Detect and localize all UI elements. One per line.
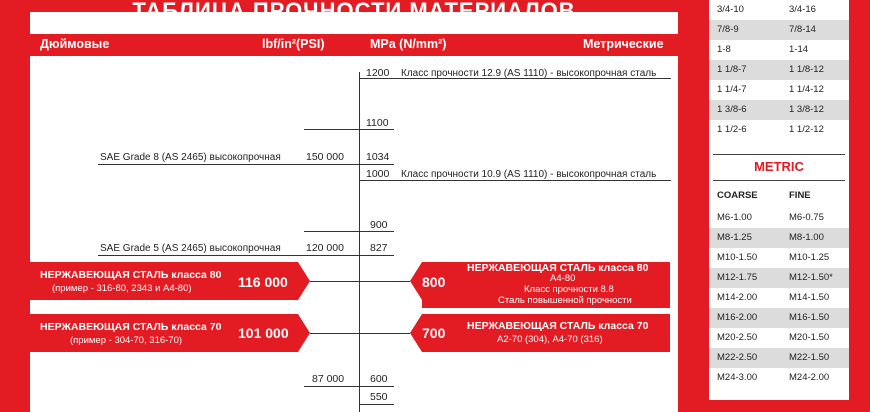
- metric-thread-row: [709, 288, 849, 308]
- coarse-thread: 1 3/8-6: [717, 104, 747, 115]
- mpa-value: 1100: [366, 117, 389, 129]
- fine-thread: 1 1/4-12: [789, 84, 824, 95]
- scale-line-600: [304, 386, 394, 387]
- fine-thread: M12-1.50*: [789, 272, 833, 283]
- coarse-thread: M20-2.50: [717, 332, 758, 343]
- metric-thread-row: [709, 368, 849, 388]
- band-psi-value: 101 000: [238, 325, 289, 341]
- band-stainless-80-right: [422, 262, 670, 308]
- band-stainless-80-left: [30, 262, 298, 300]
- psi-value: 87 000: [312, 373, 345, 385]
- scale-line-1034: [98, 164, 394, 165]
- grade-label-10-9: Класс прочности 10.9 (AS 1110) - высокопрочная сталь: [401, 169, 657, 180]
- mpa-value: 1000: [366, 168, 390, 180]
- scale-line-700: [310, 333, 410, 334]
- band-mpa-value: 700: [422, 325, 446, 341]
- mpa-value: 900: [370, 219, 388, 231]
- metric-thread-row: [709, 328, 849, 348]
- fine-header: FINE: [789, 190, 811, 201]
- band-mpa-value: 800: [422, 274, 446, 290]
- fine-thread: M8-1.00: [789, 232, 824, 243]
- band-stainless-70-right: [422, 314, 670, 352]
- fine-thread: M14-1.50: [789, 292, 830, 303]
- band-title: НЕРЖАВЕЮЩАЯ СТАЛЬ класса 70: [40, 321, 222, 333]
- scale-line-1100: [304, 129, 394, 130]
- fine-thread: M16-1.50: [789, 312, 830, 323]
- imperial-thread-row: [709, 60, 849, 80]
- fine-thread: 1-14: [789, 44, 809, 55]
- fine-thread: M24-2.00: [789, 372, 830, 383]
- scale-line-550: [359, 404, 394, 405]
- grade-label-12-9: Класс прочности 12.9 (AS 1110) - высокопрочная сталь: [401, 68, 657, 79]
- coarse-thread: 1 1/2-6: [717, 124, 747, 135]
- coarse-thread: M24-3.00: [717, 372, 758, 383]
- fine-thread: M20-1.50: [789, 332, 830, 343]
- arrow-right-icon: [298, 314, 310, 352]
- band-title: НЕРЖАВЕЮЩАЯ СТАЛЬ класса 80: [467, 262, 649, 274]
- column-header-bar: [30, 34, 678, 56]
- grade-label-sae-8: SAE Grade 8 (AS 2465) высокопрочная: [100, 152, 281, 163]
- metric-thread-row: [709, 308, 849, 328]
- band-sub-line: А4-80: [550, 273, 576, 284]
- scale-line-800: [310, 281, 410, 282]
- scale-line-900: [304, 231, 394, 232]
- band-example: (пример - 316-80, 2343 и А4-80): [52, 283, 192, 294]
- fine-thread: 1 3/8-12: [789, 104, 824, 115]
- mpa-value: 1034: [366, 151, 390, 163]
- header-psi: lbf/in²(PSI): [262, 37, 325, 51]
- fine-thread: M10-1.25: [789, 252, 830, 263]
- coarse-thread: M12-1.75: [717, 272, 758, 283]
- fine-thread: M22-1.50: [789, 352, 830, 363]
- metric-thread-row: [709, 268, 849, 288]
- band-sub-line: Класс прочности 8.8: [524, 284, 614, 295]
- coarse-thread: 3/4-10: [717, 4, 744, 15]
- coarse-thread: 7/8-9: [717, 24, 739, 35]
- band-sub-line: Сталь повышенной прочности: [498, 295, 632, 306]
- imperial-thread-row: [709, 120, 849, 140]
- header-metric: Метрические: [583, 37, 664, 51]
- imperial-thread-row: [709, 20, 849, 40]
- fine-thread: 3/4-16: [789, 4, 816, 15]
- metric-thread-row: [709, 348, 849, 368]
- fine-thread: 1 1/2-12: [789, 124, 824, 135]
- imperial-thread-row: [709, 80, 849, 100]
- divider: [713, 180, 845, 181]
- grade-label-sae-5: SAE Grade 5 (AS 2465) высокопрочная: [100, 243, 281, 254]
- fine-thread: 1 1/8-12: [789, 64, 824, 75]
- mpa-value: 1200: [366, 67, 390, 79]
- fine-thread: 7/8-14: [789, 24, 816, 35]
- coarse-thread: M22-2.50: [717, 352, 758, 363]
- metric-title: METRIC: [754, 159, 804, 174]
- arrow-left-icon: [410, 262, 422, 300]
- scale-axis: [359, 72, 360, 412]
- band-stainless-70-left: [30, 314, 298, 352]
- scale-line-1000: [359, 180, 671, 181]
- metric-thread-row: [709, 208, 849, 228]
- metric-thread-row: [709, 228, 849, 248]
- coarse-thread: M8-1.25: [717, 232, 752, 243]
- divider: [713, 154, 845, 155]
- coarse-header: COARSE: [717, 190, 758, 201]
- arrow-left-icon: [410, 314, 422, 352]
- coarse-thread: M6-1.00: [717, 212, 752, 223]
- coarse-thread: M16-2.00: [717, 312, 758, 323]
- mpa-value: 827: [370, 242, 388, 254]
- imperial-thread-row: [709, 100, 849, 120]
- band-title: НЕРЖАВЕЮЩАЯ СТАЛЬ класса 70: [467, 320, 649, 332]
- header-mpa: MPa (N/mm²): [370, 37, 447, 51]
- imperial-thread-row: [709, 40, 849, 60]
- coarse-thread: M14-2.00: [717, 292, 758, 303]
- coarse-thread: 1-8: [717, 44, 731, 55]
- coarse-thread: M10-1.50: [717, 252, 758, 263]
- band-title: НЕРЖАВЕЮЩАЯ СТАЛЬ класса 80: [40, 269, 222, 281]
- fine-thread: M6-0.75: [789, 212, 824, 223]
- psi-value: 120 000: [306, 242, 344, 254]
- band-psi-value: 116 000: [238, 274, 288, 290]
- header-imperial: Дюймовые: [40, 37, 110, 51]
- metric-thread-row: [709, 248, 849, 268]
- arrow-right-icon: [298, 262, 310, 300]
- band-sub-line: А2-70 (304), А4-70 (316): [497, 334, 603, 345]
- thread-size-column: [709, 0, 849, 400]
- coarse-thread: 1 1/8-7: [717, 64, 747, 75]
- scale-line-827: [98, 255, 394, 256]
- strength-chart-panel: [30, 0, 678, 412]
- psi-value: 150 000: [306, 151, 344, 163]
- page-title: ТАБЛИЦА ПРОЧНОСТИ МАТЕРИАЛОВ: [132, 0, 576, 23]
- mpa-value: 600: [370, 373, 388, 385]
- imperial-thread-row: [709, 0, 849, 20]
- mpa-value: 550: [370, 391, 388, 403]
- coarse-thread: 1 1/4-7: [717, 84, 747, 95]
- band-example: (пример - 304-70, 316-70): [70, 335, 183, 346]
